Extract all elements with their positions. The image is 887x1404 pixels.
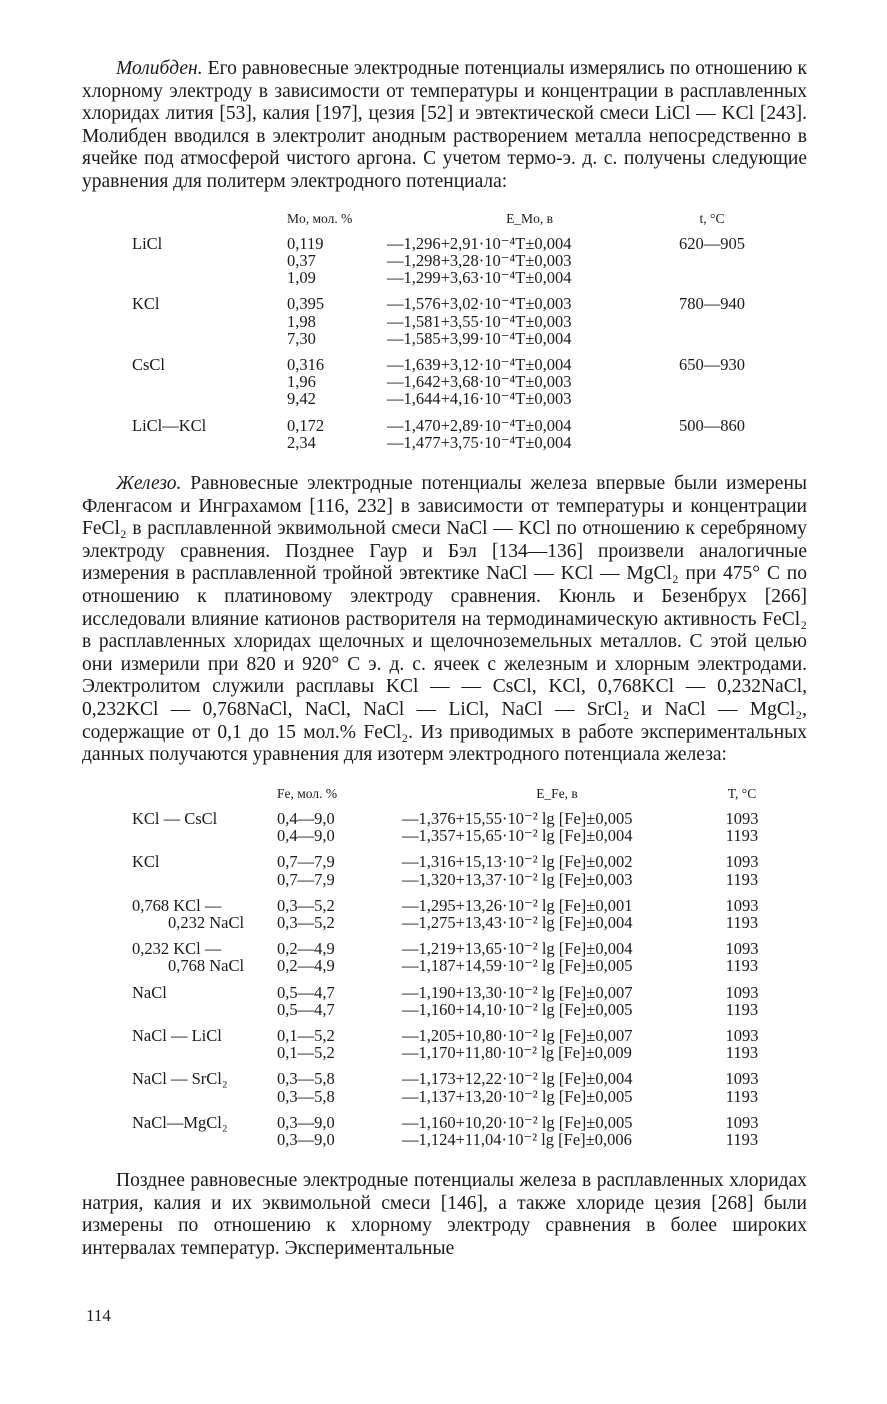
table-row bbox=[132, 810, 772, 853]
equation-cell-line: —1,357+15,65·10⁻² lg [Fe]±0,004 bbox=[402, 826, 633, 846]
temperature-cell-line: 1193 bbox=[725, 912, 759, 932]
concentration-cell-line: 0,395 bbox=[287, 294, 325, 314]
temperature-cell: 650—930 bbox=[679, 354, 745, 374]
equation-cell-line: —1,124+11,04·10⁻² lg [Fe]±0,006 bbox=[402, 1129, 632, 1149]
table-row bbox=[132, 295, 752, 356]
temperature-cell-line: 1193 bbox=[725, 869, 759, 889]
molybdenum-lead: Молибден. bbox=[116, 58, 203, 79]
salt-cell bbox=[132, 1114, 277, 1148]
concentration-cell-line: 0,3—5,8 bbox=[277, 1086, 335, 1106]
salt-cell: KCl bbox=[132, 294, 160, 314]
equation-cell-line: —1,581+3,55·10⁻⁴T±0,003 bbox=[387, 311, 572, 331]
equation-cell-line: —1,170+11,80·10⁻² lg [Fe]±0,009 bbox=[402, 1043, 632, 1063]
salt-cell bbox=[132, 984, 277, 1027]
concentration-cell-line: 0,316 bbox=[287, 354, 325, 374]
concentration-cell-line: 0,3—5,2 bbox=[277, 895, 335, 915]
table-row bbox=[132, 356, 752, 417]
temperature-cell-line: 1193 bbox=[725, 999, 759, 1019]
table-row bbox=[132, 984, 772, 1027]
equation-cell bbox=[402, 897, 712, 940]
concentration-cell-line: 1,96 bbox=[287, 372, 316, 392]
concentration-cell-line: 0,3—9,0 bbox=[277, 1112, 335, 1132]
concentration-cell bbox=[277, 853, 402, 896]
equation-cell-line: —1,576+3,02·10⁻⁴T±0,003 bbox=[387, 294, 572, 314]
table-row bbox=[132, 940, 772, 983]
temperature-cell bbox=[712, 1070, 772, 1113]
temperature-cell bbox=[712, 984, 772, 1027]
equation-cell-line: —1,173+12,22·10⁻² lg [Fe]±0,004 bbox=[402, 1069, 633, 1089]
salt-cell-line: NaCl—MgCl₂ bbox=[132, 1112, 228, 1132]
equation-cell bbox=[402, 810, 712, 853]
concentration-cell bbox=[277, 1114, 402, 1148]
equation-cell bbox=[402, 853, 712, 896]
temperature-cell-line: 1093 bbox=[725, 895, 759, 915]
equation-cell-line: —1,296+2,91·10⁻⁴T±0,004 bbox=[387, 233, 572, 253]
equation-cell bbox=[402, 1027, 712, 1070]
table-row bbox=[132, 1114, 772, 1148]
table-header-row bbox=[132, 210, 752, 235]
temperature-cell-line: 1093 bbox=[725, 1025, 759, 1045]
temperature-cell bbox=[712, 853, 772, 896]
header-fe-concentration: Fe, мол. % bbox=[277, 785, 338, 801]
salt-cell: CsCl bbox=[132, 354, 166, 374]
equation-cell-line: —1,470+2,89·10⁻⁴T±0,004 bbox=[387, 415, 572, 435]
salt-cell bbox=[132, 1070, 277, 1113]
header-mo-temperature: t, °C bbox=[699, 210, 725, 226]
molybdenum-text: Его равновесные электродные потенциалы измерялись по отношению к хлорному электроду в зависимости от температуры и концентрации в расплавленных хлоридах лития [53], калия [197], цезия [52] и эвтектической смеси LiCl — KCl [243]. Молибден вводился в электролит анодным растворением металла непосредственно в ячейке под атмосферой чистого аргона. С учетом термо-э. д. с. получены следующие уравнения для политерм электродного потенциала: bbox=[82, 58, 807, 192]
equation-cell-line: —1,219+13,65·10⁻² lg [Fe]±0,004 bbox=[402, 939, 633, 959]
equation-cell bbox=[387, 295, 672, 356]
equation-cell bbox=[402, 1070, 712, 1113]
concentration-cell-line: 7,30 bbox=[287, 328, 316, 348]
temperature-cell-line: 1193 bbox=[725, 1043, 759, 1063]
concentration-cell bbox=[277, 984, 402, 1027]
equation-cell-line: —1,205+10,80·10⁻² lg [Fe]±0,007 bbox=[402, 1025, 633, 1045]
concentration-cell-line: 0,4—9,0 bbox=[277, 826, 335, 846]
salt-cell bbox=[132, 853, 277, 896]
concentration-cell-line: 0,2—4,9 bbox=[277, 956, 335, 976]
equation-cell-line: —1,639+3,12·10⁻⁴T±0,004 bbox=[387, 354, 572, 374]
concentration-cell-line: 0,4—9,0 bbox=[277, 808, 335, 828]
iron-paragraph bbox=[82, 473, 807, 767]
temperature-cell bbox=[712, 940, 772, 983]
equation-cell-line: —1,275+13,43·10⁻² lg [Fe]±0,004 bbox=[402, 912, 633, 932]
iron-lead: Железо. bbox=[116, 473, 182, 494]
salt-cell: LiCl—KCl bbox=[132, 415, 207, 435]
equation-cell bbox=[402, 984, 712, 1027]
concentration-cell-line: 0,119 bbox=[287, 233, 324, 253]
concentration-cell bbox=[277, 810, 402, 853]
salt-cell bbox=[132, 1027, 277, 1070]
equation-cell-line: —1,299+3,63·10⁻⁴T±0,004 bbox=[387, 268, 572, 288]
temperature-cell: 620—905 bbox=[679, 233, 745, 253]
temperature-cell-line: 1193 bbox=[725, 1129, 759, 1149]
temperature-cell-line: 1193 bbox=[725, 826, 759, 846]
temperature-cell: 780—940 bbox=[679, 294, 745, 314]
salt-cell-line: 0,768 NaCl bbox=[168, 956, 245, 976]
concentration-cell bbox=[277, 897, 402, 940]
header-fe-temperature: T, °C bbox=[727, 785, 757, 801]
table-row bbox=[132, 1027, 772, 1070]
equation-cell-line: —1,316+15,13·10⁻² lg [Fe]±0,002 bbox=[402, 852, 633, 872]
iron-table bbox=[132, 785, 772, 1148]
molybdenum-table bbox=[132, 210, 752, 451]
concentration-cell-line: 0,5—4,7 bbox=[277, 982, 335, 1002]
header-fe-potential: E_Fe, в bbox=[536, 785, 578, 801]
salt-cell-line: KCl bbox=[132, 852, 160, 872]
concentration-cell-line: 0,3—5,8 bbox=[277, 1069, 335, 1089]
table-row bbox=[132, 235, 752, 296]
temperature-cell bbox=[712, 1027, 772, 1070]
equation-cell-line: —1,376+15,55·10⁻² lg [Fe]±0,005 bbox=[402, 808, 633, 828]
page-number: 114 bbox=[86, 1306, 111, 1325]
temperature-cell-line: 1093 bbox=[725, 939, 759, 959]
concentration-cell-line: 0,3—5,2 bbox=[277, 912, 335, 932]
salt-cell bbox=[132, 810, 277, 853]
temperature-cell-line: 1193 bbox=[725, 956, 759, 976]
temperature-cell-line: 1093 bbox=[725, 982, 759, 1002]
concentration-cell-line: 0,172 bbox=[287, 415, 325, 435]
temperature-cell-line: 1093 bbox=[725, 852, 759, 872]
concentration-cell-line: 0,1—5,2 bbox=[277, 1025, 335, 1045]
equation-cell-line: —1,190+13,30·10⁻² lg [Fe]±0,007 bbox=[402, 982, 633, 1002]
salt-cell-line: NaCl — LiCl bbox=[132, 1025, 222, 1045]
salt-cell-line: NaCl — SrCl₂ bbox=[132, 1069, 228, 1089]
concentration-cell-line: 0,5—4,7 bbox=[277, 999, 335, 1019]
concentration-cell bbox=[277, 1070, 402, 1113]
temperature-cell: 500—860 bbox=[679, 415, 745, 435]
header-mo-potential: E_Mo, в bbox=[506, 210, 553, 226]
equation-cell-line: —1,644+4,16·10⁻⁴T±0,003 bbox=[387, 389, 572, 409]
equation-cell-line: —1,160+14,10·10⁻² lg [Fe]±0,005 bbox=[402, 999, 633, 1019]
salt-cell: LiCl bbox=[132, 233, 163, 253]
equation-cell bbox=[387, 417, 672, 451]
equation-cell-line: —1,585+3,99·10⁻⁴T±0,004 bbox=[387, 328, 572, 348]
equation-cell-line: —1,477+3,75·10⁻⁴T±0,004 bbox=[387, 432, 572, 452]
equation-cell-line: —1,160+10,20·10⁻² lg [Fe]±0,005 bbox=[402, 1112, 633, 1132]
concentration-cell-line: 2,34 bbox=[287, 432, 316, 452]
equation-cell-line: —1,642+3,68·10⁻⁴T±0,003 bbox=[387, 372, 572, 392]
concentration-cell-line: 0,2—4,9 bbox=[277, 939, 335, 959]
concentration-cell-line: 1,98 bbox=[287, 311, 316, 331]
concentration-cell-line: 1,09 bbox=[287, 268, 316, 288]
temperature-cell-line: 1193 bbox=[725, 1086, 759, 1106]
table-row bbox=[132, 897, 772, 940]
concentration-cell bbox=[287, 417, 387, 451]
concentration-cell-line: 0,1—5,2 bbox=[277, 1043, 335, 1063]
temperature-cell-line: 1093 bbox=[725, 808, 759, 828]
concentration-cell bbox=[287, 295, 387, 356]
equation-cell bbox=[387, 356, 672, 417]
concentration-cell bbox=[277, 1027, 402, 1070]
concentration-cell bbox=[277, 940, 402, 983]
temperature-cell-line: 1093 bbox=[725, 1112, 759, 1132]
table-row bbox=[132, 853, 772, 896]
temperature-cell bbox=[712, 810, 772, 853]
temperature-cell bbox=[712, 897, 772, 940]
temperature-cell bbox=[712, 1114, 772, 1148]
salt-cell-line: KCl — CsCl bbox=[132, 808, 218, 828]
concentration-cell bbox=[287, 356, 387, 417]
concentration-cell-line: 0,7—7,9 bbox=[277, 852, 335, 872]
table-row bbox=[132, 1070, 772, 1113]
equation-cell-line: —1,295+13,26·10⁻² lg [Fe]±0,001 bbox=[402, 895, 633, 915]
equation-cell-line: —1,187+14,59·10⁻² lg [Fe]±0,005 bbox=[402, 956, 633, 976]
page-body bbox=[82, 58, 807, 1261]
concentration-cell-line: 9,42 bbox=[287, 389, 316, 409]
salt-cell bbox=[132, 897, 277, 940]
concentration-cell-line: 0,7—7,9 bbox=[277, 869, 335, 889]
equation-cell-line: —1,298+3,28·10⁻⁴T±0,003 bbox=[387, 250, 572, 270]
table-row bbox=[132, 417, 752, 451]
concentration-cell bbox=[287, 235, 387, 296]
molybdenum-paragraph bbox=[82, 58, 807, 194]
salt-cell-line: 0,232 KCl — bbox=[132, 939, 222, 959]
equation-cell-line: —1,320+13,37·10⁻² lg [Fe]±0,003 bbox=[402, 869, 633, 889]
salt-cell-line: 0,232 NaCl bbox=[168, 912, 245, 932]
equation-cell bbox=[402, 940, 712, 983]
iron-text: Равновесные электродные потенциалы железа впервые были измерены Фленгасом и Инграхамом [116, 232] в зависимости от температуры и концентрации FeCl₂ в расплавленной эквимольной смеси NaCl — KCl по отношению к серебряному электроду сравнения. Позднее Гаур и Бэл [134—136] произвели аналогичные измерения в расплавленной тройной эвтектике NaCl — KCl — MgCl₂ при 475° С по отношению к платиновому электроду сравнения. Кюнль и Безенбрух [266] исследовали влияние катионов растворителя на термодинамическую активность FeCl₂ в расплавленных хлоридах щелочных и щелочноземельных металлов. С этой целью они измерили при 820 и 920° С э. д. с. ячеек с железным и хлорным электродами. Электролитом служили расплавы KCl — — CsCl, KCl, 0,768KCl — 0,232NaCl, 0,232KCl — 0,768NaCl, NaCl, NaCl — LiCl, NaCl — SrCl₂ и NaCl — MgCl₂, содержащие от 0,1 до 15 мол.% FeCl₂. Из приводимых в работе экспериментальных данных получаются уравнения для изотерм электродного потенциала железа: bbox=[82, 473, 807, 766]
salt-cell-line: 0,768 KCl — bbox=[132, 895, 222, 915]
equation-cell-line: —1,137+13,20·10⁻² lg [Fe]±0,005 bbox=[402, 1086, 633, 1106]
temperature-cell-line: 1093 bbox=[725, 1069, 759, 1089]
header-mo-concentration: Mo, мол. % bbox=[287, 210, 353, 226]
salt-cell-line: NaCl bbox=[132, 982, 167, 1002]
concentration-cell-line: 0,37 bbox=[287, 250, 316, 270]
table-header-row bbox=[132, 785, 772, 810]
salt-cell bbox=[132, 940, 277, 983]
later-paragraph: Позднее равновесные электродные потенциалы железа в расплавленных хлоридах натрия, калия и их эквимольной смеси [146], а также хлориде цезия [268] были измерены по отношению к хлорному электроду сравнения в более широких интервалах температур. Экспериментальные bbox=[82, 1170, 807, 1259]
equation-cell bbox=[402, 1114, 712, 1148]
equation-cell bbox=[387, 235, 672, 296]
concentration-cell-line: 0,3—9,0 bbox=[277, 1129, 335, 1149]
